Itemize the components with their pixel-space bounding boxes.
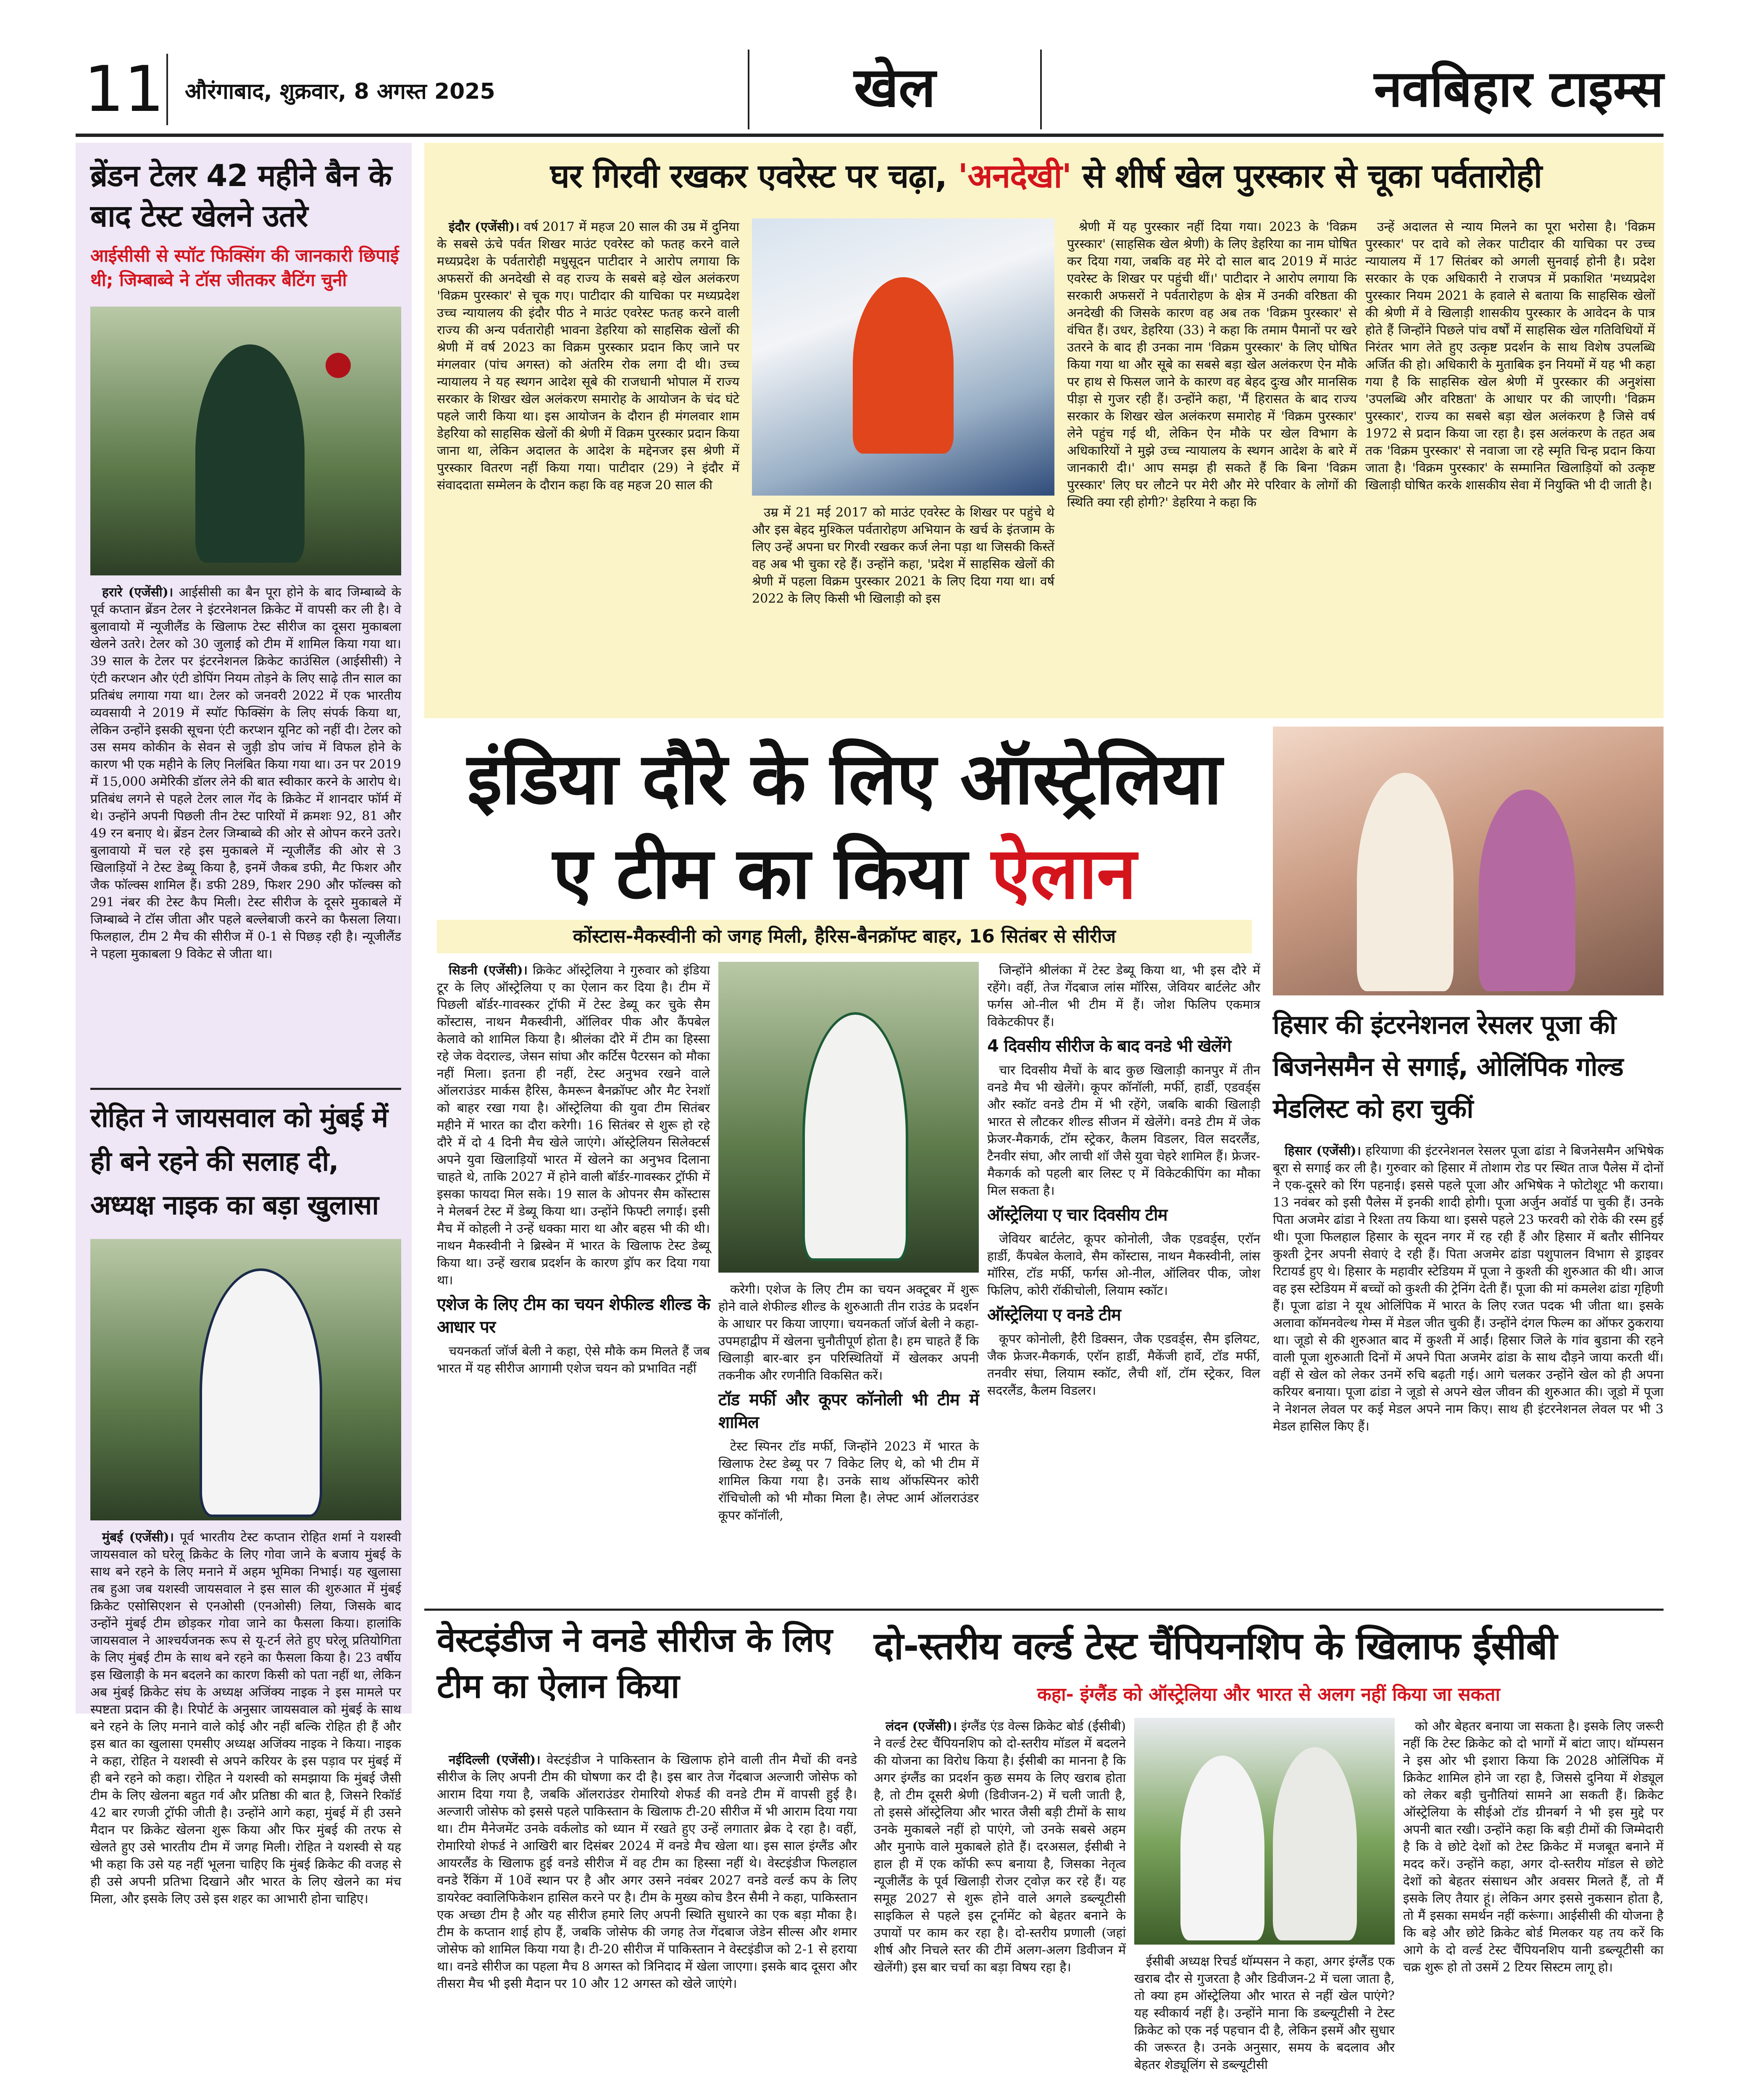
- australia-col2-text: करेगी। एशेज के लिए टीम का चयन अक्टूबर में शुरू होने वाले शेफील्ड शील्ड के शुरुआती तीन राउंड के प्रदर्शन के आधार पर किया जाएगा। चयनकर्ता जॉर्ज बेली ने कहा- उपमहाद्वीप में खेलना चुनौतीपूर्ण होता है। हम चाहते हैं कि खिलाड़ी बार-बार इन परिस्थितियों में खेलकर अपनी तकनीक और रणनीति विकसित करें।: [718, 1282, 979, 1383]
- everest-headline-part2: से शीर्ष खेल पुरस्कार से चूका पर्वतारोही: [1071, 158, 1542, 195]
- player-figure-left: [1180, 1756, 1264, 1940]
- westindies-dateline: नईदिल्ली (एजेंसी)।: [449, 1753, 541, 1767]
- australia-sub4: ऑस्ट्रेलिया ए चार दिवसीय टीम: [987, 1205, 1167, 1225]
- rohit-body: [90, 1529, 401, 1906]
- left-divider: [90, 1088, 401, 1090]
- cricket-ball: [326, 353, 351, 378]
- wtc-headline: दो-स्तरीय वर्ल्ड टेस्ट चैंपियनशिप के खिलाफ ईसीबी: [874, 1624, 1557, 1668]
- header-rule: [76, 134, 1664, 137]
- australia-col1-text: क्रिकेट ऑस्ट्रेलिया ने गुरुवार को इंडिया टूर के लिए ऑस्ट्रेलिया ए का ऐलान कर दिया है। टीम में पिछली बॉर्डर-गावस्कर ट्रॉफी में टेस्ट डेब्यू कर चुके सैम कोंस्टास, नाथन मैकस्वीनी, ऑलिवर पीक और कैंपबेल केलावे को शामिल किया है। श्रीलंका दौरे में टीम का हिस्सा रहे जेक वेदराल्ड, जेसन सांघा और कर्टिस पैटरसन को मौका नहीं मिला। इतना ही नहीं, टेस्ट अनुभव रखने वाले ऑलराउंडर मार्कस हैरिस, कैमरून बैनक्रॉफ्ट और मैट रेनशॉ को बाहर रखा गया है। ऑस्ट्रेलिया की युवा टीम सितंबर महीने में भारत का दौरा करेगी। 16 सितंबर से शुरू हो रहे दौरे में दो 4 दिनी मैच खेले जाएंगे। ऑस्ट्रेलियन सिलेक्टर्स अपने युवा खिलाड़ियों भारत में खेलने का अनुभव दिलाना चाहते थे, ताकि 2027 में होने वाली बॉर्डर-गावस्कर ट्रॉफी में इसका फायदा मिल सके। 19 साल के ओपनर सैम कोंस्टास ने मेलबर्न टेस्ट में डेब्यू किया था। उन्होंने फिफ्टी लगाई। इसी मैच में कोहली ने उन्हें धक्का मारा था और बहस भी की थी। नाथन मैकस्वीनी ने ब्रिस्बेन में भारत के खिलाफ टेस्ट डेब्यू किया था। उन्हें खराब प्रदर्शन के कारण ड्रॉप कर दिया गया था।: [437, 963, 710, 1288]
- everest-col2-text: उम्र में 21 मई 2017 को माउंट एवरेस्ट के शिखर पर पहुंचे थे और इस बेहद मुश्किल पर्वतारोहण अभियान के खर्च के इंतजाम के लिए उन्हें अपना घर गिरवी रखकर कर्ज लेना पड़ा था जिसकी किस्तें वह अब भी चुका रहे हैं। उन्होंने कहा, 'प्रदेश में साहसिक खेलों की श्रेणी में पहला विक्रम पुरस्कार 2021 के लिए दिया गया था। वर्ष 2022 के लिए किसी भी खिलाड़ी को इस: [752, 505, 1054, 606]
- page-header: [76, 50, 1664, 129]
- wtc-col3-text: को और बेहतर बनाया जा सकता है। इसके लिए जरूरी नहीं कि टेस्ट क्रिकेट को दो भागों में बांटा जाए। थॉम्पसन ने इस ओर भी इशारा किया कि 2028 ओलिंपिक में क्रिकेट शामिल होने जा रहा है, जिससे दुनिया में शेड्यूल को लेकर बड़ी चुनौतियां सामने आ सकती हैं। क्रिकेट ऑस्ट्रेलिया के सीईओ टॉड ग्रीनबर्ग ने भी इस मुद्दे पर अपनी बात रखी। उन्होंने कहा कि बड़ी टीमों की जिम्मेदारी है कि वे छोटे देशों को टेस्ट क्रिकेट में मजबूत बनाने में मदद करें। उन्होंने कहा, अगर दो-स्तरीय मॉडल से छोटे देशों को बेहतर संसाधन और अवसर मिलते हैं, तो मैं इसके लिए तैयार हूं। लेकिन अगर इससे नुकसान होता है, तो मैं इसका समर्थन नहीं करूंगा। आईसीसी की योजना है कि बड़े और छोटे क्रिकेट बोर्ड मिलकर यह तय करें कि आगे के दो वर्ल्ड टेस्ट चैंपियनशिप यानी डब्ल्यूटीसी का चक्र शुरू हो तो उसमें 2 टियर सिस्टम लागू हो।: [1403, 1719, 1664, 1975]
- westindies-body: [437, 1751, 857, 2100]
- australia-col3c: जेवियर बार्टलेट, कूपर कोनोली, जैक एडवर्ड्स, एरॉन हार्डी, कैंपबेल केलावे, सैम कोंस्टास, नाथन मैकस्वीनी, लांस मॉरिस, टॉड मर्फी, फर्गस ओ-नील, ऑलिवर पीक, जोश फिलिप, कोरी रॉकीचोली, लियाम स्कॉट।: [987, 1232, 1260, 1298]
- page-number: 11: [84, 53, 164, 126]
- australia-headline-line2: [424, 827, 1264, 920]
- taylor-subhead: आईसीसी से स्पॉट फिक्सिंग की जानकारी छिपाई थी; जिम्बाब्वे ने टॉस जीतकर बैटिंग चुनी: [90, 245, 399, 290]
- wtc-photo: [1134, 1718, 1395, 1945]
- player-figure-right: [1273, 1747, 1357, 1940]
- australia-headline-line2a: ए टीम का किया: [552, 832, 991, 915]
- batsman-figure-konstas: [802, 1012, 908, 1261]
- dateline: औरंगाबाद, शुक्रवार, 8 अगस्त 2025: [185, 79, 495, 104]
- wtc-col2: [1134, 1953, 1395, 2100]
- australia-headline-line2b: ऐलान: [991, 832, 1136, 915]
- everest-dateline: इंदौर (एजेंसी)।: [449, 220, 520, 234]
- taylor-body: [90, 584, 401, 1084]
- rohit-dateline: मुंबई (एजेंसी)।: [102, 1530, 174, 1545]
- australia-col3d: कूपर कोनोली, हैरी डिक्सन, जैक एडवर्ड्स, सैम इलियट, जैक फ्रेजर-मैकगर्क, एरॉन हार्डी, मैकेंजी हार्वे, टॉड मर्फी, तनवीर संघा, लियाम स्कॉट, लैची शॉ, टॉम स्ट्रेकर, विल सदरलैंड, कैलम विडलर।: [987, 1332, 1260, 1398]
- wrestler-body: [1273, 1142, 1664, 1600]
- wtc-kicker: कहा- इंग्लैंड को ऑस्ट्रेलिया और भारत से अलग नहीं किया जा सकता: [1037, 1684, 1500, 1705]
- everest-photo: [752, 218, 1054, 496]
- australia-col1: [437, 962, 710, 1600]
- australia-sub2: टॉड मर्फी और कूपर कॉनोली भी टीम में शामिल: [718, 1390, 979, 1432]
- taylor-dateline: हरारे (एजेंसी)।: [102, 585, 173, 600]
- taylor-body-text: आईसीसी का बैन पूरा होने के बाद जिम्बाब्वे के पूर्व कप्तान ब्रेंडन टेलर ने इंटरनेशनल क्रिकेट में वापसी कर ली है। वे बुलावायो में न्यूजीलैंड के खिलाफ टेस्ट सीरीज का दूसरा मुकाबला खेलने उतरे। टेलर को 30 जुलाई को टीम में शामिल किया गया था। 39 साल के टेलर पर इंटरनेशनल क्रिकेट काउंसिल (आईसीसी) ने एंटी करप्शन और एंटी डोपिंग नियम तोड़ने के लिए साढ़े तीन साल का प्रतिबंध लगाया गया था। टेलर को जनवरी 2022 में एक भारतीय व्यवसायी ने 2019 में स्पॉट फिक्सिंग के लिए संपर्क किया था, लेकिन उन्होंने इसकी सूचना एंटी करप्शन यूनिट को नहीं दी। टेलर को उस समय कोकीन के सेवन से जुड़ी डोप जांच में विफल होने के कारण भी एक महीने के लिए निलंबित किया गया था। उन पर 2019 में 15,000 अमेरिकी डॉलर लेने की बात स्वीकार करने के आरोप थे। प्रतिबंध लगने से पहले टेलर लाल गेंद के क्रिकेट में शानदार फॉर्म में थे। उन्होंने अपनी पिछली तीन टेस्ट पारियों में क्रमशः 92, 81 और 49 रन बनाए थे। ब्रेंडन टेलर जिम्बाब्वे की ओर से ओपन करने उतरे। बुलावायो में चल रहे इस मुकाबले में न्यूजीलैंड की ओर से 3 खिलाड़ियों ने टेस्ट डेब्यू किया है, इनमें जैकब डफी, मैट फिशर और जैक फॉल्क्स शामिल हैं। डफी 289, फिशर 290 और फॉल्क्स को 291 नंबर की टेस्ट कैप मिली। टेस्ट सीरीज के दूसरे मुकाबले में जिम्बाब्वे ने टॉस जीता और पहले बल्लेबाजी करने का फैसला लिया। फिलहाल, टीम 2 मैच की सीरीज में 0-1 से पिछड़ रही है। न्यूजीलैंड ने पहला मुकाबला 9 विकेट से जीता था।: [90, 585, 401, 961]
- everest-col1: [437, 218, 739, 710]
- everest-col4: [1365, 218, 1655, 710]
- westindies-body-text: वेस्टइंडीज ने पाकिस्तान के खिलाफ होने वाली तीन मैचों की वनडे सीरीज के लिए अपनी टीम की घोषणा कर दी है। इस बार तेज गेंदबाज अल्जारी जोसेफ को आराम दिया गया है, जबकि ऑलराउंडर रोमारियो शेफर्ड की वनडे टीम में वापसी हुई है। अल्जारी जोसेफ को इससे पहले पाकिस्तान के खिलाफ टी-20 सीरीज में भी आराम दिया गया था। टीम मैनेजमेंट उनके वर्कलोड को ध्यान में रखते हुए उन्हें लगातार ब्रेक दे रहा है। वहीं, रोमारियो शेफर्ड ने आखिरी बार दिसंबर 2024 में वनडे मैच खेला था। इस साल इंग्लैंड और आयरलैंड के खिलाफ हुई वनडे सीरीज में वह टीम का हिस्सा नहीं थे। वेस्टइंडीज फिलहाल वनडे रैंकिंग में 10वें स्थान पर है और अगर उसने नवंबर 2027 वनडे वर्ल्ड कप के लिए डायरेक्ट क्वालिफिकेशन हासिल करने पर है। टीम के मुख्य कोच डैरन सैमी ने कहा, पाकिस्तान एक अच्छा टीम है और यह सीरीज हमारे लिए अपनी स्थिति सुधारने का एक बड़ा मौका है। टीम के कप्तान शाई होप हैं, जबकि जोसेफ की जगह तेज गेंदबाज जेडेन सील्स और शमार जोसेफ को शामिल किया गया है। टी-20 सीरीज में पाकिस्तान ने वेस्टइंडीज को 2-1 से हराया था। वनडे सीरीज का पहला मैच 8 अगस्त को त्रिनिदाद में खेला जाएगा। इसके बाद दूसरा और तीसरा मैच भी इसी मैदान पर 10 और 12 अगस्त को खेले जाएंगे।: [437, 1753, 857, 1991]
- wrestler-dateline: हिसार (एजेंसी)।: [1285, 1144, 1362, 1158]
- section-box: [748, 50, 1042, 129]
- masthead: नवबिहार टाइम्स: [1374, 60, 1664, 118]
- groom-figure: [1357, 773, 1454, 991]
- australia-photo: [718, 962, 979, 1273]
- australia-col3a: जिन्होंने श्रीलंका में टेस्ट डेब्यू किया था, भी इस दौरे में रहेंगे। वहीं, तेज गेंदबाज लांस मॉरिस, जेवियर बार्टलेट और फर्गस ओ-नील भी टीम में हैं। जोश फिलिप एकमात्र विकेटकीपर हैं।: [987, 963, 1260, 1029]
- wtc-photo-caption: ईसीबी अध्यक्ष रिचर्ड थॉम्पसन ने कहा, अगर इंग्लैंड एक खराब दौर से गुजरता है और डिवीजन-2 में चला जाता है, तो क्या हम ऑस्ट्रेलिया और भारत से नहीं खेल पाएंगे? यह स्वीकार्य नहीं है। उन्होंने माना कि डब्ल्यूटीसी ने टेस्ट क्रिकेट को एक नई पहचान दी है, लेकिन इसमें और सुधार की जरूरत है। उनके अनुसार, समय के बदलाव और बेहतर शेड्यूलिंग से डब्ल्यूटीसी: [1134, 1954, 1395, 2072]
- australia-col1b: चयनकर्ता जॉर्ज बेली ने कहा, ऐसे मौके कम मिलते हैं जब भारत में यह सीरीज आगामी एशेज चयन को प्रभावित नहीं: [437, 1344, 710, 1376]
- wrestler-body-text: हरियाणा की इंटरनेशनल रेसलर पूजा ढांडा ने बिजनेसमैन अभिषेक बूरा से सगाई कर ली है। गुरुवार को हिसार में तोशाम रोड पर स्थित ताज पैलेस में दोनों ने एक-दूसरे को रिंग पहनाई। इससे पहले पूजा और अभिषेक ने फोटोशूट भी कराया। 13 नवंबर को इसी पैलेस में इनकी शादी होगी। पूजा अर्जुन अवॉर्ड पा चुकी हैं। उनके पिता अजमेर ढांडा ने रिश्ता तय किया था। इससे पहले 23 फरवरी को रोके की रस्म हुई थी। पूजा फिलहाल हिसार के सूदन नगर में रह रही हैं और हिसार में बतौर सीनियर कुश्ती ट्रेनर अपनी सेवाएं दे रही हैं। पिता अजमेर ढांडा पशुपालन विभाग से ड्राइवर रिटायर्ड हुए थे। हिसार के महावीर स्टेडियम में पूजा ने कुश्ती की शुरुआत की थी। आज वह इस स्टेडियम में बच्चों को कुश्ती की ट्रेनिंग देती हैं। पूजा की मां कमलेश ढांडा गृहिणी हैं। पूजा ढांडा ने यूथ ओलिंपिक में भारत के लिए रजत पदक भी जीता था। इसके अलावा कॉमनवेल्थ गेम्स में मेडल जीत चुकी हैं। उन्होंने दंगल फिल्म का ऑफर ठुकराया था। जूडो से की शुरुआत बाद में कुश्ती में आईं। हिसार जिले के गांव बुडाना की रहने वाली पूजा शुरुआती दिनों में अपने पिता अजमेर ढांडा के साथ दौड़ने जाया करती थीं। वहीं से खेल को लेकर उनमें रुचि बढ़ती गई। आगे चलकर उन्होंने खेल को ही अपना करियर बनाया। पूजा ढांडा ने जूडो से अपने खेल जीवन की शुरुआत की। जूडो में पूजा ने नेशनल लेवल पर कई मेडल अपने नाम किए। साथ ही इंटरनेशनल लेवल पर भी 3 मेडल हासिल किए हैं।: [1273, 1144, 1664, 1434]
- australia-col3: [987, 962, 1260, 1600]
- australia-col2b: टेस्ट स्पिनर टॉड मर्फी, जिन्होंने 2023 में भारत के खिलाफ टेस्ट डेब्यू पर 7 विकेट लिए थे, को भी टीम में शामिल किया गया है। उनके साथ ऑफस्पिनर कोरी रॉचिचोली को भी मौका मिला है। लेफ्ट आर्म ऑलराउंडर कूपर कॉनॉली,: [718, 1439, 979, 1523]
- batsman-figure: [195, 344, 305, 563]
- taylor-headline: ब्रेंडन टेलर 42 महीने बैन के बाद टेस्ट खेलने उतरे: [90, 158, 392, 234]
- climber-figure: [853, 277, 954, 454]
- everest-col1-text: वर्ष 2017 में महज 20 साल की उम्र में दुनिया के सबसे ऊंचे पर्वत शिखर माउंट एवरेस्ट को फतह करने वाले मध्यप्रदेश के पर्वतारोही मधुसूदन पाटीदार ने आरोप लगाया कि अफसरों की अनदेखी से वह राज्य के सबसे बड़े खेल अलंकरण 'विक्रम पुरस्कार' से चूक गए। पाटीदार की याचिका पर मध्यप्रदेश उच्च न्यायालय की इंदौर पीठ ने माउंट एवरेस्ट फतह करने वाली राज्य की अन्य पर्वतारोही भावना डेहरिया को साहसिक खेलों की श्रेणी में वर्ष 2023 का विक्रम पुरस्कार प्रदान किए जाने पर मंगलवार (पांच अगस्त) को अंतरिम रोक लगा दी थी। उच्च न्यायालय ने यह स्थगन आदेश सूबे की राजधानी भोपाल में राज्य सरकार के शिखर खेल अलंकरण समारोह के आयोजन के चंद घंटे पहले जारी किया था। इस आयोजन के दौरान ही मंगलवार शाम डेहरिया को साहसिक खेलों की श्रेणी में विक्रम पुरस्कार प्रदान किया जाना था, लेकिन अदालत के आदेश के मद्देनजर इस श्रेणी में पुरस्कार वितरण नहीं किया गया। पाटीदार (29) ने इंदौर में संवाददाता सम्मेलन के दौरान कहा कि वह महज 20 साल की: [437, 220, 739, 493]
- australia-sub5: ऑस्ट्रेलिया ए वनडे टीम: [987, 1305, 1121, 1325]
- wrestler-headline: हिसार की इंटरनेशनल रेसलर पूजा की बिजनेसमैन से सगाई, ओलिंपिक गोल्ड मेडलिस्ट को हरा चुकीं: [1273, 1009, 1623, 1124]
- wtc-col3: [1403, 1718, 1664, 2100]
- batsman-figure-jaiswal: [200, 1268, 322, 1517]
- australia-dateline: सिडनी (एजेंसी)।: [449, 963, 528, 978]
- everest-col2: [752, 504, 1054, 710]
- taylor-photo: [90, 307, 401, 575]
- everest-col3-text: श्रेणी में यह पुरस्कार नहीं दिया गया। 2023 के 'विक्रम पुरस्कार' (साहसिक खेल श्रेणी) के लिए डेहरिया का नाम घोषित कर दिया गया, जबकि वह मेरे दो साल बाद 2019 में माउंट एवरेस्ट के शिखर पर पहुंची थीं।' पाटीदार ने आरोप लगाया कि सरकारी अफसरों ने पर्वतारोहण के क्षेत्र में उनकी वरिष्ठता की अनदेखी की जिसके कारण वह अब तक 'विक्रम पुरस्कार' से वंचित हैं। उधर, डेहरिया (33) ने कहा कि तमाम पैमानों पर खरे उतरने के बाद ही उनका नाम 'विक्रम पुरस्कार' के लिए घोषित किया गया था और सूबे का सबसे बड़ा खेल अलंकरण ऐन मौके पर हाथ से फिसल जाने के कारण वह बेहद दुःख और मानसिक पीड़ा से गुजर रही हैं। उन्होंने कहा, 'मैं हिरासत के बाद राज्य सरकार के शिखर खेल अलंकरण समारोह में 'विक्रम पुरस्कार' लेने पहुंच गई थी, लेकिन ऐन मौके पर खेल विभाग के अधिकारियों ने मुझे उच्च न्यायालय के स्थगन आदेश के बारे में जानकारी दी।' आप समझ ही सकते हैं कि बिना 'विक्रम पुरस्कार' लिए घर लौटने पर मेरी और मेरे परिवार के लोगों की स्थिति क्या रही होगी?' डेहरिया ने कहा कि: [1067, 220, 1357, 510]
- everest-col4-text: उन्हें अदालत से न्याय मिलने का पूरा भरोसा है। 'विक्रम पुरस्कार' पर दावे को लेकर पाटीदार की याचिका पर उच्च न्यायालय में 17 सितंबर को अगली सुनवाई होनी है। प्रदेश सरकार के एक अधिकारी ने राजपत्र में प्रकाशित 'मध्यप्रदेश पुरस्कार नियम 2021 के हवाले से बताया कि साहसिक खेलों की श्रेणी में वे खिलाड़ी शासकीय पुरस्कार के आवेदन के पात्र होते हैं जिन्होंने पिछले पांच वर्षों में साहसिक खेल गतिविधियों में निरंतर भाग लेते हुए उत्कृष्ट प्रदर्शन के साथ विशेष उपलब्धि अर्जित की हो। अधिकारी के मुताबिक इन नियमों में यह भी कहा गया है कि साहसिक खेल श्रेणी में पुरस्कार की अनुशंसा 'उपलब्धि और वरिष्ठता' के आधार पर की जाएगी। 'विक्रम पुरस्कार', राज्य का सबसे बड़ा खेल अलंकरण है जिसे वर्ष 1972 से प्रदान किया जा रहा है। इस अलंकरण के तहत अब तक 'विक्रम पुरस्कार' से नवाजा जा रहे स्मृति चिन्ह प्रदान किया जाता है। 'विक्रम पुरस्कार' के सम्मानित खिलाड़ियों को उत्कृष्ट खिलाड़ी घोषित करके शासकीय सेवा में नियुक्ति भी दी जाती है।: [1365, 220, 1655, 493]
- wtc-dateline: लंदन (एजेंसी)।: [886, 1719, 957, 1734]
- bride-figure: [1479, 790, 1575, 991]
- australia-sub1: एशेज के लिए टीम का चयन शेफील्ड शील्ड के आधार पर: [437, 1295, 710, 1337]
- australia-sub3: 4 दिवसीय सीरीज के बाद वनडे भी खेलेंगे: [987, 1037, 1231, 1056]
- westindies-headline: वेस्टइंडीज ने वनडे सीरीज के लिए टीम का ऐलान किया: [437, 1620, 832, 1706]
- everest-headline-highlight: 'अनदेखी': [958, 158, 1072, 195]
- everest-headline-part1: घर गिरवी रखकर एवरेस्ट पर चढ़ा,: [550, 158, 958, 195]
- australia-col3b: चार दिवसीय मैचों के बाद कुछ खिलाड़ी कानपुर में तीन वनडे मैच भी खेलेंगे। कूपर कॉनॉली, मर्फी, हार्डी, एडवर्ड्स और स्कॉट वनडे टीम में भी रहेंगे, जबकि बाकी खिलाड़ी भारत से लौटकर शील्ड सीजन में खेलेंगे। वनडे टीम में जेक फ्रेजर-मैकगर्क, टॉम स्ट्रेकर, कैलम विडलर, विल सदरलैंड, टैनवीर संघा, और लाची शॉ जैसे युवा चेहरे शामिल हैं। फ्रेजर-मैकगर्क को पहली बार लिस्ट ए में विकेटकीपिंग का मौका मिल सकता है।: [987, 1063, 1260, 1198]
- rohit-body-text: पूर्व भारतीय टेस्ट कप्तान रोहित शर्मा ने यशस्वी जायसवाल को घरेलू क्रिकेट के लिए गोवा जाने के बजाय मुंबई के साथ बने रहने के लिए मनाने में अहम भूमिका निभाई। यह खुलासा तब हुआ जब यशस्वी जायसवाल ने इस साल की शुरुआत में मुंबई क्रिकेट एसोसिएशन से एनओसी (एनओसी) लिया, जिसके बाद उन्होंने मुंबई टीम छोड़कर गोवा जाने का फैसला किया। हालांकि जायसवाल ने आश्चर्यजनक रूप से यू-टर्न लेते हुए घरेलू प्रतियोगिता के लिए मुंबई टीम के साथ बने रहने का फैसला किया है। 23 वर्षीय इस खिलाड़ी के मन बदलने का कारण किसी को पता नहीं था, लेकिन अब मुंबई क्रिकेट संघ के अध्यक्ष अजिंक्य नाइक ने इस मामले पर स्पष्टता प्रदान की है। रिपोर्ट के अनुसार जायसवाल को मुंबई के साथ बने रहने के लिए मनाने वाले कोई और नहीं बल्कि रोहित ही हैं और इस बात का खुलासा एमसीए अध्यक्ष अजिंक्य नाइक ने किया। नाइक ने कहा, रोहित ने यशस्वी से अपने करियर के इस पड़ाव पर मुंबई में ही बने रहने को कहा। रोहित ने यशस्वी को समझाया कि मुंबई जैसी टीम के लिए खेलना बहुत गर्व और प्रतिष्ठा की बात है, जिसने रिकॉर्ड 42 बार रणजी ट्रॉफी जीती है। उन्होंने आगे कहा, मुंबई में ही उसने मैदान पर क्रिकेट खेलना शुरू किया और फिर मुंबई की तरफ से खेलते हुए उसे भारतीय टीम में जगह मिली। रोहित ने यशस्वी से यह भी कहा कि उसे यह नहीं भूलना चाहिए कि मुंबई क्रिकेट की वजह से ही उसे अपनी प्रतिभा दिखाने और भारत के लिए खेलने का मंच मिला, और इसके लिए उसे इस शहर का आभारी होना चाहिए।: [90, 1530, 401, 1906]
- everest-col3: [1067, 218, 1357, 710]
- page-number-box: [76, 54, 168, 125]
- rohit-headline: रोहित ने जायसवाल को मुंबई में ही बने रहने की सलाह दी, अध्यक्ष नाइक का बड़ा खुलासा: [90, 1102, 388, 1221]
- section-name: खेल: [854, 55, 936, 119]
- everest-headline: [437, 151, 1655, 202]
- australia-col2: [718, 1281, 979, 1600]
- wtc-col1-text: इंग्लैंड एंड वेल्स क्रिकेट बोर्ड (ईसीबी) ने वर्ल्ड टेस्ट चैंपियनशिप को दो-स्तरीय मॉडल में बदलने की योजना का विरोध किया है। ईसीबी का मानना है कि अगर इंग्लैंड का प्रदर्शन कुछ समय के लिए खराब होता है, तो टीम दूसरी श्रेणी (डिवीजन-2) में चली जाती है, तो इससे ऑस्ट्रेलिया और भारत जैसी बड़ी टीमों के साथ उनके मुकाबले नहीं हो पाएंगे, जो उनके सबसे अहम और मुनाफे वाले मुकाबले होते हैं। दरअसल, ईसीबी ने हाल ही में एक कॉफी रूप बनाया है, जिसका नेतृत्व न्यूजीलैंड के पूर्व खिलाड़ी रोजर ट्वोज़ कर रहे हैं। यह समूह 2027 से शुरू होने वाले अगले डब्ल्यूटीसी साइकिल से पहले इस टूर्नामेंट को बेहतर बनाने के उपायों पर काम कर रहा है। दो-स्तरीय प्रणाली (जहां शीर्ष और निचले स्तर की टीमें अलग-अलग डिवीजन में खेलेंगी) इस बार चर्चा का बड़ा विषय रहा है।: [874, 1719, 1126, 1975]
- rohit-photo: [90, 1239, 401, 1520]
- wrestler-photo: [1273, 727, 1664, 995]
- australia-headline-line1: इंडिया दौरे के लिए ऑस्ट्रेलिया: [467, 738, 1222, 821]
- mid-divider: [424, 1609, 1664, 1611]
- wtc-col1: [874, 1718, 1126, 2100]
- australia-kicker: कोंस्टास-मैकस्वीनी को जगह मिली, हैरिस-बैनक्रॉफ्ट बाहर, 16 सितंबर से सीरीज: [437, 920, 1252, 953]
